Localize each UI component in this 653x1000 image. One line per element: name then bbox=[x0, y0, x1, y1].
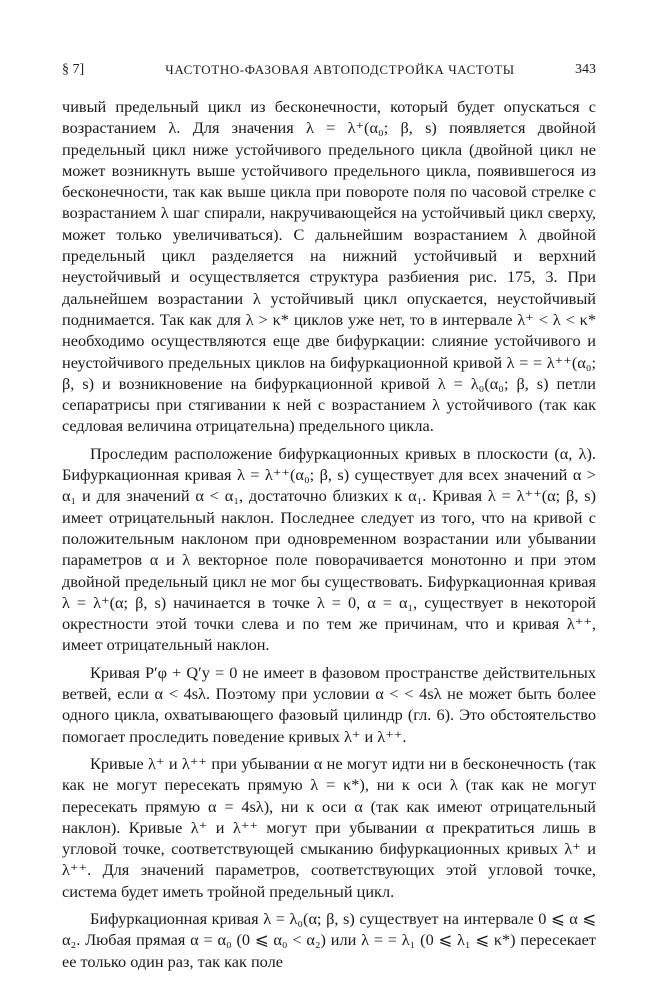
page-number: 343 bbox=[575, 62, 596, 77]
paragraph-curve-condition: Кривая P′φ + Q′y = 0 не имеет в фазовом пространстве действительных ветвей, если α < 4sλ. Поэтому при условии α < < 4sλ не может быть более одного цикла, охватывающего фазовый цилиндр (гл. 6). Это обстоятельство помогает проследить поведение кривых λ⁺ и λ⁺⁺. bbox=[62, 662, 596, 746]
paragraph-lambda-zero-curve: Бифуркационная кривая λ = λ₀(α; β, s) существует на интервале 0 ⩽ α ⩽ α₂. Любая прямая α = α₀ (0 ⩽ α₀ < α₂) или λ = = λ₁ (0 ⩽ λ₁ ⩽ κ*) пересекает ее только один раз, так как поле bbox=[62, 908, 596, 971]
body-text bbox=[62, 96, 596, 978]
paragraph-continued: чивый предельный цикл из бесконечности, который будет опускаться с возрастанием λ. Для значения λ = λ⁺(α₀; β, s) появляется двойной предельный цикл ниже устойчивого предельного цикла (двойной цикл не может возникнуть выше устойчивого предельного цикла, появившегося из бесконечности, так как выше цикла при повороте поля по часовой стрелке с возрастанием λ шаг спирали, накручивающейся на устойчивый цикл сверху, может только увеличиваться). С дальнейшим возрастанием λ двойной предельный цикл разделяется на нижний устойчивый и верхний неустойчивый и осуществляется структура разбиения рис. 175, 3. При дальнейшем возрастании λ устойчивый цикл опускается, неустойчивый поднимается. Так как для λ > κ* циклов уже нет, то в интервале λ⁺ < λ < κ* необходимо осуществляются еще две бифуркации: слияние устойчивого и неустойчивого предельных циклов на бифуркационной кривой λ = = λ⁺⁺(α₀; β, s) и возникновение на бифуркационной кривой λ = λ₀(α₀; β, s) петли сепаратрисы при стягивании к ней с возрастанием λ устойчивого (так как седловая величина отрицательна) предельного цикла. bbox=[62, 97, 596, 436]
paragraph-lambda-curves: Кривые λ⁺ и λ⁺⁺ при убывании α не могут идти ни в бесконечность (так как не могут пересекать прямую λ = κ*), ни к оси λ (так как не могут пересекать прямую α = 4sλ), ни к оси α (так как имеют отрицательный наклон). Кривые λ⁺ и λ⁺⁺ могут при убывании α прекратиться лишь в угловой точке, соответствующей смыканию бифуркационных кривых λ⁺ и λ⁺⁺. Для значений параметров, соответствующих этой угловой точке, система будет иметь тройной предельный цикл. bbox=[62, 753, 596, 901]
chapter-title: ЧАСТОТНО-ФАЗОВАЯ АВТОПОДСТРОЙКА ЧАСТОТЫ bbox=[165, 62, 515, 77]
section-marker: § 7] bbox=[62, 62, 85, 77]
running-header bbox=[62, 60, 596, 80]
paragraph-bifurcation-curves: Проследим расположение бифуркационных кривых в плоскости (α, λ). Бифуркационная кривая λ = λ⁺⁺(α₀; β, s) существует для всех значений α > α₁ и для значений α < α₁, достаточно близких к α₁. Кривая λ = λ⁺⁺(α; β, s) имеет отрицательный наклон. Последнее следует из того, что на кривой с положительным наклоном при одновременном возрастании или убывании параметров α и λ векторное поле поворачивается монотонно и при этом двойной предельный цикл не мог бы существовать. Бифуркационная кривая λ = λ⁺(α; β, s) начинается в точке λ = 0, α = α₁, существует в некоторой окрестности этой точки слева и по тем же причинам, что и кривая λ⁺⁺, имеет отрицательный наклон. bbox=[62, 443, 596, 655]
